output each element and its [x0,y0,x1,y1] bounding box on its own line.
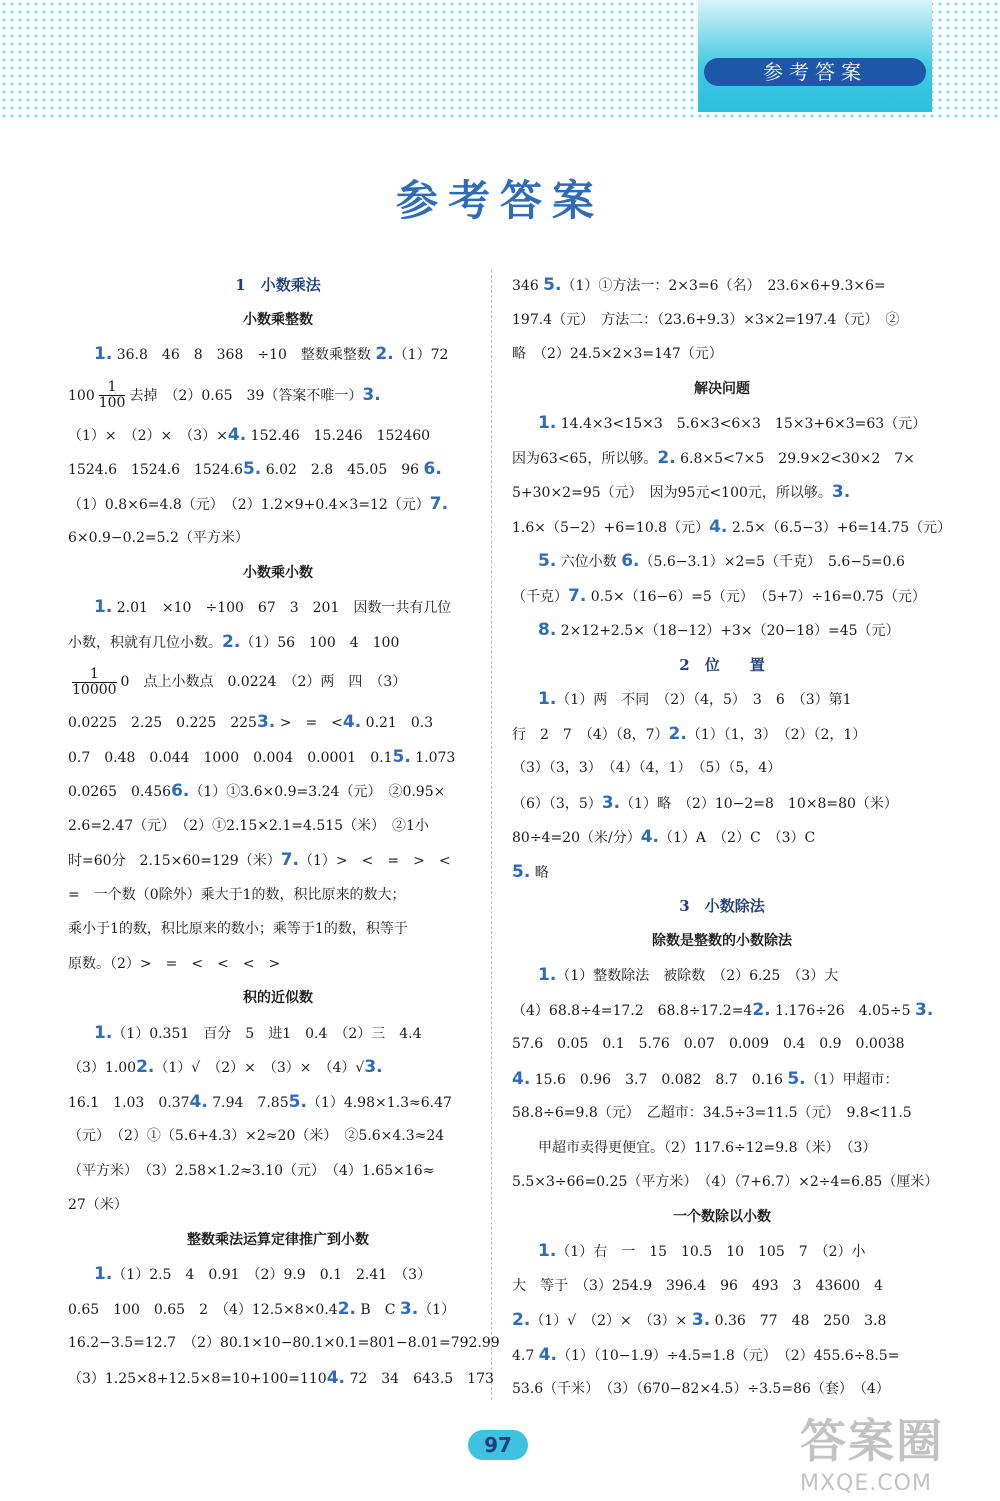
section-heading-multiplication-laws: 整数乘法运算定律推广到小数 [187,1231,369,1248]
answer-line [512,1303,932,1338]
answer-text: （1）√ （2）× （3）× [530,1313,692,1329]
answer-text: 4.7 [512,1347,539,1364]
answer-text: 2.5×（6.5−3）+6=14.75（元） [727,519,952,536]
answer-text: 15.6 0.96 3.7 0.082 8.7 0.16 [530,1071,788,1088]
question-number: 3. [831,482,851,502]
answer-text: 2.6=2.47（元） （2）①2.15×2.1=4.515（米） ②1小 [68,817,429,834]
answer-text: 57.6 0.05 0.1 5.76 0.07 0.009 0.4 0.9 0.0038 [512,1036,905,1052]
answer-text: > = < [275,715,343,731]
answer-line [68,1188,488,1223]
answer-text: 197.4（元） 方法二：（23.6+9.3）×3×2=197.4（元） ② [512,311,900,328]
answer-text: 16.2−3.5=12.7 （2）80.1×10−80.1×0.1=801−8.01=792.99 [68,1335,500,1351]
answer-text: 152.46 15.246 152460 [246,427,431,444]
answer-line [512,268,932,303]
answer-text: 36.8 46 8 368 ÷10 整数乘整数 [112,347,376,363]
question-number: 1. [94,597,113,617]
answer-text: 1524.6 1524.6 1524.6 [68,462,243,478]
answer-text: （5.6−3.1）×2=5（千克） 5.6−5=0.6 [639,554,905,570]
question-number: 4. [538,1344,558,1365]
question-number: 3. [362,384,381,405]
answer-text: 0.7 0.48 0.044 1000 0.004 0.0001 0.1 [68,749,393,766]
answer-line [68,1154,488,1189]
header-tag: 参考答案 [704,58,926,86]
question-number: 2. [657,447,676,468]
question-number: 3. [691,1310,711,1330]
answer-text: （1）0.351 百分 5 进1 0.4 （2）三 4.4 [112,1025,422,1042]
answer-text: 0.21 0.3 [361,715,434,731]
answer-text: 58.8÷6=9.8（元） 乙超市：34.5÷3=11.5（元） 9.8<11.5 [512,1105,912,1121]
answer-text: 72 34 643.5 173 [345,1370,494,1387]
answer-text: （1）> < = > < [299,853,451,869]
question-number: 4. [512,1068,531,1089]
question-number: 3. [256,712,276,732]
answer-text: 略 （2）24.5×2×3=147（元） [512,346,723,362]
chapter-heading-decimal-division: 3 小数除法 [679,897,765,915]
answer-text: 去掉 （2）0.65 39（答案不唯一） [129,387,363,404]
section-heading-decimal-times-decimal: 小数乘小数 [243,564,313,581]
question-number: 7. [280,850,300,870]
answer-line [68,337,488,372]
question-number: 2. [512,1310,531,1330]
answer-text: = 一个数（0除外）乘大于1的数，积比原来的数大； [68,886,406,903]
question-number: 1. [538,413,557,433]
answer-text: 2.01 ×10 ÷100 67 3 201 因数一共有几位 [112,600,452,616]
answer-line [68,590,488,625]
answer-line [68,1257,488,1292]
answer-text: （1）A （2）C （3）C [659,830,816,846]
answer-line [512,993,932,1028]
answer-line [512,1131,932,1166]
answer-text: 0.0265 0.456 [68,784,172,800]
question-number: 6. [171,781,190,801]
page-title: 参考答案 [395,176,604,225]
section-heading-decimal-times-integer: 小数乘整数 [243,311,313,328]
question-number: 2. [752,999,771,1020]
answer-line [68,521,488,556]
answer-text: 100 [68,387,95,404]
answer-line [68,452,488,487]
answer-text: 80÷4=20（米/分） [512,830,641,846]
answer-text: （3）（3，3） （4）（4，1） （5）（5，4） [512,760,782,776]
watermark-site: MXQE.COM [800,1471,932,1496]
answer-text: 346 [512,278,544,294]
answer-line [512,1234,932,1269]
answer-text: （1）（1，3） （2）（2，1） [686,726,867,743]
answer-line [68,843,488,878]
right-column [512,268,952,1407]
answer-line [512,786,932,821]
answer-line [68,372,488,418]
answer-line [68,947,488,982]
answer-text: （1）两 不同 （2）（4，5） 3 6 （3）第1 [556,692,852,708]
answer-text: 7.94 7.85 [207,1094,289,1111]
question-number: 6. [423,459,442,479]
fraction-numerator: 1 [72,667,117,683]
answer-line [68,659,488,705]
answer-text: （1）整数除法 被除数 （2）6.25 （3）大 [556,968,839,984]
question-number: 4. [709,516,728,537]
answer-text: 27（米） [68,1197,128,1213]
question-number: 5. [787,1068,806,1089]
answer-text: （1）右 一 15 10.5 10 105 7 （2）小 [556,1244,866,1260]
question-number: 8. [538,620,557,640]
question-number: 1. [538,689,557,709]
answer-text: （元） （2）①（5.6+4.3）×2≈20（米） ②5.6×4.3≈24 [68,1128,445,1144]
question-number: 5. [242,459,262,479]
answer-line [68,1119,488,1154]
question-number: 5. [392,746,411,767]
answer-text: （1）2.5 4 0.91 （2）9.9 0.1 2.41 （3） [112,1267,432,1283]
answer-line [512,1372,932,1407]
answer-line [68,1361,494,1396]
section-heading-divide-by-decimal: 一个数除以小数 [673,1208,771,1225]
question-number: 1. [94,1264,113,1284]
answer-line [512,1338,932,1373]
answer-text: 5.5×3÷66=0.25（平方米） （4）（7+6.7）×2÷4=6.85（厘米） [512,1174,939,1190]
question-number: 4. [326,1367,346,1388]
answer-text: （6）（3，5） [512,795,602,812]
question-number: 4. [640,827,660,847]
answer-line [68,1050,488,1085]
answer-text: （1）× （2）× （3）× [68,427,228,444]
answer-line [512,751,932,786]
question-number: 5. [538,551,557,571]
answer-line [68,487,488,522]
watermark-logo [800,1405,990,1495]
question-number: 2. [668,723,687,744]
watermark-mark: 答案圈 [800,1414,944,1468]
answer-line [512,1027,932,1062]
answer-line [512,544,932,579]
question-number: 3. [914,999,934,1020]
answer-text: （4）68.8÷4=17.2 68.8÷17.2=4 [512,1002,753,1019]
answer-text: （1）4.98×1.3≈6.47 [306,1094,452,1111]
answer-line [512,613,932,648]
answer-text: （1）①方法一：2×3=6（名） 23.6×6+9.3×6= [561,278,886,294]
answer-line [512,1096,932,1131]
question-number: 1. [538,1241,557,1261]
answer-line [68,1085,488,1120]
question-number: 7. [429,493,449,514]
answer-text: 行 2 7 （4）（8，7） [512,726,669,743]
answer-line [512,337,932,372]
answer-text: （1）略 （2）10−2=8 10×8=80（米） [620,795,898,812]
answer-text: 0 点上小数点 0.0224 （2）两 四 （3） [120,674,407,690]
question-number: 5. [512,861,531,882]
answer-text: 乘小于1的数，积比原来的数小；乘等于1的数，积等于 [68,921,408,937]
question-number: 2. [136,1057,155,1077]
answer-text: 略 [530,864,549,881]
answer-line [68,809,488,844]
answer-text: 六位小数 [556,554,622,570]
question-number: 2. [337,1298,356,1319]
answer-text: （1）√ （2）× （3）× （4）√ [154,1060,365,1076]
answer-text: （1）72 [393,347,449,363]
answer-line [68,1292,488,1327]
answer-line [68,740,488,775]
answer-line [512,441,932,476]
fraction-denominator: 100 [98,395,126,411]
answer-text: 时=60分 2.15×60=129（米） [68,853,281,869]
question-number: 4. [342,712,362,732]
answer-text: （1）①3.6×0.9=3.24（元） ②0.95× [189,784,446,800]
answer-text: （1）56 100 4 100 [240,634,400,651]
answer-line [68,912,488,947]
answer-line [68,774,488,809]
answer-text: 甲超市卖得更便宜。（2）117.6÷12=9.8（米） （3） [538,1139,877,1156]
answer-text: （1）0.8×6=4.8（元） （2）1.2×9+0.4×3=12（元） [68,496,430,513]
answer-text: 0.65 100 0.65 2 （4）12.5×8×0.4 [68,1301,338,1318]
fraction [99,380,126,411]
answer-line [512,1269,932,1304]
question-number: 4. [227,424,247,445]
answer-text: 5+30×2=95（元） 因为95元<100元，所以够。 [512,485,832,501]
chapter-heading-decimal-multiplication: 1 小数乘法 [235,276,321,294]
answer-text: （1）甲超市： [805,1071,899,1088]
column-divider [491,270,492,1400]
answer-line [68,878,488,913]
answer-text: 6.8×5<7×5 29.9×2<30×2 7× [675,450,915,467]
answer-line [512,475,932,510]
answer-line [68,418,488,453]
question-number: 5. [288,1091,307,1112]
fraction-numerator: 1 [99,380,126,396]
fraction-denominator: 10000 [72,681,117,698]
answer-text: 因为63<65，所以够。 [512,450,658,467]
answer-text: 6.02 2.8 45.05 96 [261,462,424,478]
fraction [72,667,117,698]
answer-line [512,579,932,614]
answer-text: 2×12+2.5×（18−12）+3×（20−18）=45（元） [556,623,900,639]
question-number: 7. [568,585,587,606]
section-heading-problem-solving: 解决问题 [694,380,750,397]
answer-text: 0.5×（16−6）=5（元） （5+7）÷16=0.75（元） [586,588,926,605]
answer-line [512,958,932,993]
answer-text: （平方米） （3）2.58×1.2≈3.10（元） （4）1.65×16≈ [68,1162,435,1179]
answer-text: 原数。（2）> = < < < > [68,955,281,972]
question-number: 6. [621,551,640,571]
question-number: 1. [94,1022,113,1043]
question-number: 3. [601,792,621,813]
answer-text: B C [355,1301,400,1318]
page-number: 97 [468,1430,528,1460]
answer-text: 1.073 [410,749,456,766]
answer-line [68,705,488,740]
header-corner-box [698,0,932,112]
answer-text: 1.6×（5−2）+6=10.8（元） [512,519,710,536]
answer-text: 0.36 77 48 250 3.8 [710,1313,887,1329]
answer-text: 0.0225 2.25 0.225 225 [68,715,257,731]
left-column [68,268,500,1395]
answer-line [512,1165,939,1200]
question-number: 1. [94,344,113,364]
section-heading-approximate-product: 积的近似数 [243,990,313,1006]
answer-text: （1） [418,1301,456,1318]
answer-text: （1）（10−1.9）÷4.5=1.8（元） （2）455.6÷8.5= [557,1347,900,1364]
question-number: 2. [375,344,394,364]
answer-text: （3）1.00 [68,1060,137,1076]
question-number: 3. [399,1298,419,1319]
answer-line [512,855,932,890]
answer-line [68,625,488,660]
answer-text: 16.1 1.03 0.37 [68,1094,190,1111]
answer-line [512,820,932,855]
question-number: 4. [189,1091,208,1112]
answer-text: 14.4×3<15×3 5.6×3<6×3 15×3+6×3=63（元） [556,416,927,432]
answer-text: 大 等于 （3）254.9 396.4 96 493 3 43600 4 [512,1277,883,1294]
answer-line [512,682,932,717]
answer-line [512,1062,932,1097]
question-number: 5. [543,275,562,295]
section-heading-divide-by-integer: 除数是整数的小数除法 [652,932,792,949]
answer-line [512,717,932,752]
question-number: 3. [364,1057,383,1077]
question-number: 1. [538,965,557,985]
answer-text: 小数，积就有几位小数。 [68,634,222,651]
answer-line [512,303,932,338]
answer-line [68,1326,500,1361]
answer-line [68,1016,488,1051]
question-number: 2. [222,631,241,652]
answer-line [512,510,952,545]
answer-text: 1.176÷26 4.05÷5 [770,1002,915,1019]
answer-text: 53.6（千米） （3）（670−82×4.5）÷3.5=86（套） （4） [512,1381,890,1397]
answer-text: （千克） [512,588,568,605]
answer-line [512,406,932,441]
answer-text: 6×0.9−0.2=5.2（平方米） [68,530,249,546]
chapter-heading-position: 2 位 置 [679,655,765,674]
answer-text: （3）1.25×8+12.5×8=10+100=110 [68,1370,327,1387]
